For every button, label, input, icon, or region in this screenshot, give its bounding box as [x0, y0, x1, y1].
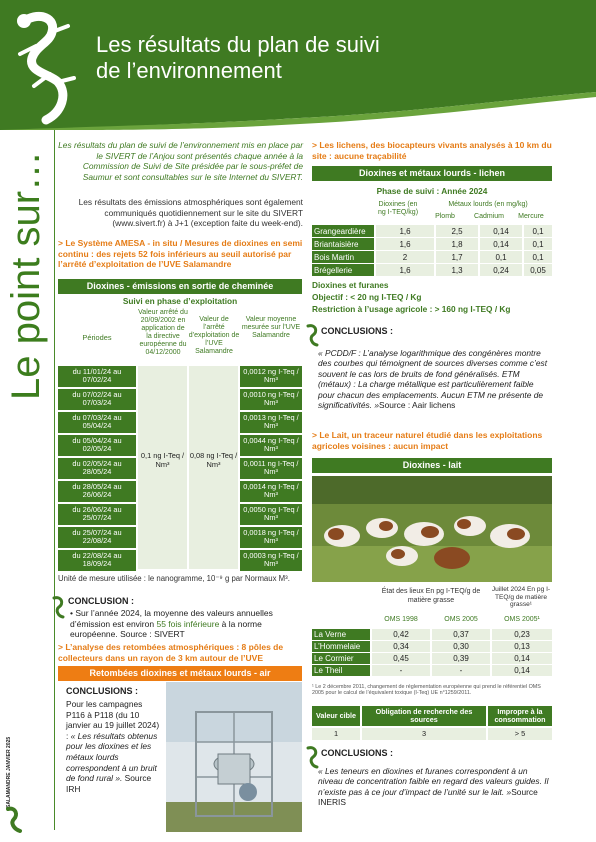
cheminee-period: du 07/03/24 au 05/04/24 — [58, 412, 136, 433]
concl1-text: • Sur l’année 2024, la moyenne des valeurs annuelles d’émission est environ 55 fois inférieure à la norme européenne. Source : SIVERT — [70, 608, 273, 639]
lichens-cell: 0,1 — [524, 238, 552, 250]
lait-cell: 0,37 — [432, 629, 490, 640]
concl2-title: CONCLUSIONS : — [66, 686, 138, 696]
intro-italic: Les résultats du plan de suivi de l’environnement mis en place par le SIVERT de l’Anjou sont présentés chaque année à la Commission de Suivi de Site présidée par le sous-préfet de Saumur et sont consultables sur le site Internet du SIVERT. — [58, 140, 303, 182]
obl-value-cible: 1 — [333, 729, 339, 738]
lichens-sub-pb: Plomb — [435, 213, 455, 220]
salamander-logo-icon — [6, 8, 86, 126]
concl4-text: « Les teneurs en dioxines et furanes correspondent à un niveau de concentration faible en regard des valeurs guides. Il n’existe pas à ce jour d’impact de l’unité sur le lait. »Source INERIS — [318, 766, 549, 808]
lichens-row — [312, 251, 552, 264]
lait-cell: 0,39 — [432, 653, 490, 664]
small-salamander-icon — [2, 805, 32, 837]
lait-heading: > Le Lait, un traceur naturel étudié dans les exploitations agricoles voisines : aucun impact — [312, 430, 543, 451]
lichens-cell: 1,6 — [376, 225, 434, 237]
col-arrete: Valeur de l’arrêté d’exploitation de l’UVE Salamandre — [188, 316, 240, 356]
retombees-heading: > L’analyse des retombées atmosphériques : 8 pôles de collecteurs dans un rayon de 3 km autour de l’UVE — [58, 642, 284, 663]
concl1-title: CONCLUSION : — [68, 596, 134, 606]
lait-site: Le Theil — [312, 665, 370, 676]
lichens-cell: 2,5 — [436, 225, 478, 237]
cheminee-value: 0,0044 ng I-Teq / Nm³ — [240, 435, 302, 456]
cheminee-subtitle: Suivi en phase d’exploitation — [122, 296, 238, 306]
arrete-value: 0,08 ng I-Teq / Nm³ — [189, 451, 238, 469]
side-divider — [54, 130, 55, 830]
col-mean: Valeur moyenne mesurée sur l’UVE Salamandre — [241, 316, 301, 340]
restriction: Restriction à l’usage agricole : > 160 ng I-TEQ / Kg — [312, 304, 511, 314]
lait-cell: 0,34 — [372, 641, 430, 652]
lichens-phase: Phase de suivi : Année 2024 — [376, 186, 488, 196]
obl-value-recherche: 3 — [421, 729, 427, 738]
lichens-site: Brégellerie — [312, 264, 374, 276]
lait-cell: 0,14 — [492, 653, 552, 664]
lait-bar: Dioxines - lait — [312, 458, 552, 473]
cheminee-value: 0,0010 ng I-Teq / Nm³ — [240, 389, 302, 410]
lait-cell: 0,23 — [492, 629, 552, 640]
cheminee-period: du 02/05/24 au 28/05/24 — [58, 458, 136, 479]
furanes-title: Dioxines et furanes — [312, 280, 389, 290]
lait-col-juillet: Juillet 2024 En pg I-TEQ/g de matière grasse¹ — [491, 586, 551, 609]
lait-sub-c: OMS 2005¹ — [504, 616, 540, 623]
cheminee-value: 0,0003 ng I-Teq / Nm³ — [240, 550, 302, 571]
lait-cell: 0,30 — [432, 641, 490, 652]
lichens-site: Bois Martin — [312, 251, 374, 263]
cheminee-value: 0,0012 ng I-Teq / Nm³ — [240, 366, 302, 387]
lichens-cell: 2 — [376, 251, 434, 263]
lichens-cell: 1,7 — [436, 251, 478, 263]
cheminee-period: du 22/08/24 au 18/09/24 — [58, 550, 136, 571]
lait-footnote: ¹ Le 2 décembre 2011, changement de réglementation européenne qui prend le référentiel OMS 2005 pour le calcul de l’équivalent toxique (I-Teq) UE n°1259/2011. — [312, 684, 541, 697]
lait-cell: - — [432, 665, 490, 676]
cheminee-period: du 07/02/24 au 07/03/24 — [58, 389, 136, 410]
lichens-bar: Dioxines et métaux lourds - lichen — [312, 166, 552, 181]
lichens-site: Briantaisière — [312, 238, 374, 250]
air-collector-photo — [166, 682, 302, 832]
lait-sub-b: OMS 2005 — [444, 616, 478, 623]
lichens-col-diox: Dioxines (en ng I-TEQ/kg) — [377, 201, 419, 216]
limit-value: 0,1 ng I-Teq / Nm³ — [140, 451, 185, 469]
lichens-cell: 1,3 — [436, 264, 478, 276]
obl-header-cible: Valeur cible — [316, 711, 356, 720]
retombees-bar: Retombées dioxines et métaux lourds - air — [58, 666, 302, 681]
lichens-cell: 0,1 — [480, 251, 522, 263]
lichens-cell: 0,14 — [480, 238, 522, 250]
concl3-text: « PCDD/F : L’analyse logarithmique des congénères montre des courbes qui témoignent de sources diverses comme c’est souvent le cas lors de bruits de fond généralisés. ETM (métaux) : La charge métallique est particulièrement faible pour chacun des emplacements. Aucun ETM ne présente de significativités. »Source : Aair lichens — [318, 348, 548, 411]
salamander-bullet-icon — [50, 594, 66, 620]
lichens-cell: 1,8 — [436, 238, 478, 250]
lait-cell: 0,14 — [492, 665, 552, 676]
lichens-cell: 1,6 — [376, 238, 434, 250]
obligation-table — [312, 706, 552, 744]
col-periods: Périodes — [82, 333, 112, 342]
lichens-sub-cd: Cadmium — [474, 213, 504, 220]
lichens-row — [312, 238, 552, 251]
cheminee-value: 0,0013 ng I-Teq / Nm³ — [240, 412, 302, 433]
page-title: Les résultats du plan de suivi de l’environnement — [96, 32, 380, 83]
lait-cell: 0,45 — [372, 653, 430, 664]
side-label: Le point sur… — [4, 150, 48, 400]
amesa-heading: > Le Système AMESA - in situ / Mesures de dioxines en semi continu : des rejets 52 fois inférieurs au seuil autorisé par l’arrêté d’exploitation de l’UVE Salamandre — [58, 238, 303, 269]
lichens-cell: 0,1 — [524, 225, 552, 237]
lait-cell: - — [372, 665, 430, 676]
cheminee-bar: Dioxines - émissions en sortie de cheminée — [58, 279, 302, 294]
cheminee-value: 0,0050 ng I-Teq / Nm³ — [240, 504, 302, 525]
obl-value-impropre: > 5 — [514, 729, 526, 738]
lait-col-etat: État des lieux En pg I-TEQ/g de matière grasse — [381, 588, 481, 604]
lait-row — [312, 641, 552, 653]
lait-sub-a: OMS 1998 — [384, 616, 418, 623]
unit-note: Unité de mesure utilisée : le nanogramme, 10⁻⁹ g par Normaux M³. — [58, 574, 290, 583]
lichens-cell: 1,6 — [376, 264, 434, 276]
lait-site: La Verne — [312, 629, 370, 640]
obl-header-recherche: Obligation de recherche des sources — [375, 707, 473, 724]
concl2-text: Pour les campagnes P116 à P118 (du 10 janvier au 19 juillet 2024) : « Les résultats obtenus pour les dioxines et les métaux lourds correspondent à un bruit de fond rural ». Source IRH — [66, 699, 160, 794]
cheminee-value: 0,0018 ng I-Teq / Nm³ — [240, 527, 302, 548]
lait-site: Le Cormier — [312, 653, 370, 664]
lichens-heading: > Les lichens, des biocapteurs vivants analysés à 10 km du site : aucune traçabilité — [312, 140, 552, 161]
col-limit: Valeur arrêté du 20/09/2002 en application de la directive européenne du 04/12/2000 — [138, 309, 188, 357]
lichens-sub-hg: Mercure — [518, 213, 544, 220]
lichens-site: Grangeardière — [312, 225, 374, 237]
lichens-row — [312, 264, 552, 277]
cheminee-value: 0,0014 ng I-Teq / Nm³ — [240, 481, 302, 502]
lait-cell: 0,13 — [492, 641, 552, 652]
cheminee-value: 0,0011 ng I-Teq / Nm³ — [240, 458, 302, 479]
cheminee-period: du 05/04/24 au 02/05/24 — [58, 435, 136, 456]
obl-header-impropre: Impropre à la consommation — [494, 707, 546, 724]
concl3-title: CONCLUSIONS : — [321, 326, 393, 336]
lichens-col-metaux: Métaux lourds (en mg/kg) — [448, 201, 528, 208]
side-footer: SALAMANDRE JANVIER 2025 — [6, 736, 12, 808]
lait-site: L’Hommelaie — [312, 641, 370, 652]
intro-plain: Les résultats des émissions atmosphériques sont également communiqués quotidiennement sur le site du SIVERT (www.sivert.fr) à J+1 (exception faite du week-end). — [78, 197, 303, 229]
lait-row — [312, 629, 552, 641]
lichens-row — [312, 225, 552, 238]
cheminee-period: du 11/01/24 au 07/02/24 — [58, 366, 136, 387]
lichens-cell: 0,1 — [524, 251, 552, 263]
cows-photo — [312, 476, 552, 582]
cheminee-period: du 28/05/24 au 26/06/24 — [58, 481, 136, 502]
lichens-cell: 0,14 — [480, 225, 522, 237]
concl4-title: CONCLUSIONS : — [321, 748, 393, 758]
lait-row — [312, 653, 552, 665]
objectif: Objectif : < 20 ng I-TEQ / Kg — [312, 292, 422, 302]
lait-cell: 0,42 — [372, 629, 430, 640]
page-header — [0, 0, 596, 130]
salamander-bullet-icon — [304, 322, 320, 348]
lichens-cell: 0,24 — [480, 264, 522, 276]
lichens-cell: 0,05 — [524, 264, 552, 276]
cheminee-period: du 25/07/24 au 22/08/24 — [58, 527, 136, 548]
cheminee-period: du 26/06/24 au 25/07/24 — [58, 504, 136, 525]
lait-row — [312, 665, 552, 677]
